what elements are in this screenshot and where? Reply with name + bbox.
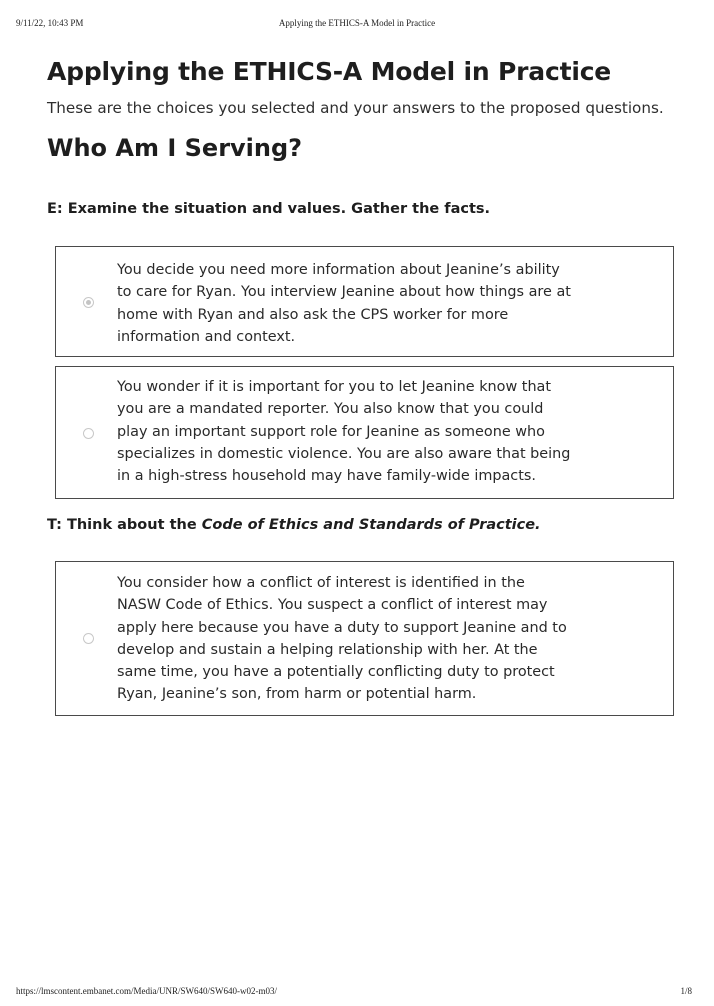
step-heading-emphasis: Code of Ethics and Standards of Practice.	[201, 517, 541, 533]
print-datetime: 9/11/22, 10:43 PM	[16, 18, 84, 28]
section-title: Who Am I Serving?	[47, 134, 303, 162]
print-url: https://lmscontent.embanet.com/Media/UNR/SW640/SW640-w02-m03/	[16, 986, 277, 996]
main-content	[47, 55, 677, 163]
choice-text-line: to care for Ryan. You interview Jeanine about how things are at	[117, 284, 571, 301]
choice-text-line: apply here because you have a duty to support Jeanine and to	[117, 619, 567, 636]
choice-option-2[interactable]	[55, 366, 674, 499]
radio-unselected-icon[interactable]	[83, 428, 94, 439]
page-title: Applying the ETHICS-A Model in Practice	[47, 57, 612, 86]
print-page-title: Applying the ETHICS-A Model in Practice	[278, 18, 436, 28]
choice-text-line: you are a mandated reporter. You also know that you could	[117, 401, 544, 418]
choice-text-line: You wonder if it is important for you to let Jeanine know that	[117, 379, 552, 395]
choice-text-line: in a high-stress household may have family-wide impacts.	[117, 468, 536, 485]
choice-option-1[interactable]	[55, 246, 674, 357]
choice-text-line: Ryan, Jeanine’s son, from harm or potential harm.	[117, 686, 477, 703]
choice-text-line: develop and sustain a helping relationship with her. At the	[117, 641, 538, 658]
choice-text	[117, 259, 657, 348]
print-page-number: 1/8	[680, 986, 692, 996]
choice-text-line: home with Ryan and also ask the CPS worker for more	[117, 306, 509, 323]
radio-selected-icon[interactable]	[83, 297, 94, 308]
choice-text-line: specializes in domestic violence. You are also aware that being	[117, 445, 571, 462]
choice-text-line: You decide you need more information about Jeanine’s ability	[117, 262, 560, 278]
step-heading-examine: E: Examine the situation and values. Gather the facts.	[47, 201, 491, 217]
step-heading-think	[47, 515, 541, 535]
choice-text-line: You consider how a conflict of interest is identified in the	[117, 575, 525, 591]
page-subtitle: These are the choices you selected and your answers to the proposed questions.	[47, 99, 664, 117]
choice-text-line: same time, you have a potentially conflicting duty to protect	[117, 664, 555, 681]
choice-text-line: play an important support role for Jeanine as someone who	[117, 423, 545, 440]
choice-option-3[interactable]	[55, 561, 674, 716]
radio-unselected-icon[interactable]	[83, 633, 94, 644]
choice-text-line: information and context.	[117, 328, 296, 345]
choice-text-line: NASW Code of Ethics. You suspect a conflict of interest may	[117, 597, 548, 614]
choice-text	[117, 376, 657, 487]
step-heading-prefix: T: Think about the	[47, 517, 202, 533]
choice-text	[117, 572, 657, 706]
